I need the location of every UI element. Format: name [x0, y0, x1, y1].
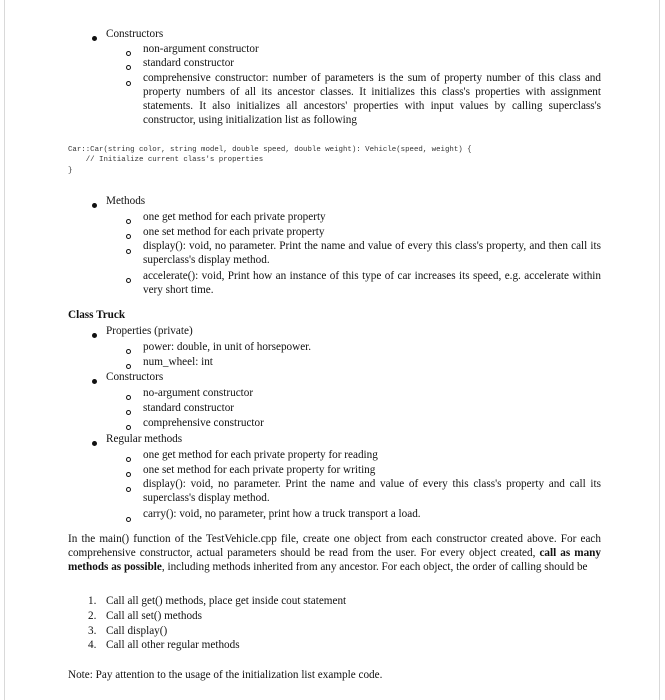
- note-text: Note: Pay attention to the usage of the initialization list example code.: [68, 669, 383, 681]
- circle-bullet-icon: [126, 512, 131, 526]
- instruction-text: , including methods inherited from any ancestor. For each object, the order of calling should be: [161, 561, 588, 573]
- circle-bullet-icon: [126, 60, 131, 74]
- step-number: 4.: [88, 639, 97, 651]
- properties-label: Properties (private): [106, 325, 193, 337]
- list-item: standard constructor: [143, 402, 235, 414]
- circle-bullet-icon: [126, 390, 131, 404]
- methods-label: Methods: [106, 195, 146, 207]
- step-item: Call all set() methods: [106, 610, 203, 622]
- list-item: comprehensive constructor: number of parameters is the sum of property number of this class and property numbers of all its ancestor classes. It initializes this class's properties with assignment statements. It also initializes all ancestors' properties with input values by calling superclass's constructor, using initialization list as following: [143, 72, 601, 126]
- bullet-icon: [92, 374, 97, 388]
- code-line: }: [68, 167, 73, 175]
- constructors-label: Constructors: [106, 371, 164, 383]
- code-line: // Initialize current class's properties: [68, 156, 264, 164]
- list-item: display(): void, no parameter. Print the name and value of every this class's property, and then call its superclass's display method.: [143, 240, 601, 266]
- bullet-icon: [92, 31, 97, 45]
- constructors-label: Constructors: [106, 28, 164, 40]
- list-item: comprehensive constructor: [143, 417, 264, 429]
- circle-bullet-icon: [126, 244, 131, 258]
- circle-bullet-icon: [126, 229, 131, 243]
- list-item: carry(): void, no parameter, print how a truck transport a load.: [143, 508, 421, 520]
- bullet-icon: [92, 436, 97, 450]
- list-item: accelerate(): void, Print how an instance of this type of car increases its speed, e.g. accelerate within very short time.: [143, 270, 601, 296]
- regular-methods-label: Regular methods: [106, 433, 183, 445]
- code-line: Car::Car(string color, string model, double speed, double weight): Vehicle(speed, weight) {: [68, 146, 472, 154]
- list-item: one get method for each private property for reading: [143, 449, 378, 461]
- circle-bullet-icon: [126, 273, 131, 287]
- list-item: one get method for each private property: [143, 211, 326, 223]
- list-item: one set method for each private property for writing: [143, 464, 376, 476]
- main-instructions-paragraph: [68, 532, 601, 574]
- page-border-left: [4, 0, 5, 700]
- bullet-icon: [92, 198, 97, 212]
- list-item: standard constructor: [143, 57, 235, 69]
- instruction-text: In the main() function of the TestVehicle.cpp file, create one object from each constructor created above. For each comprehensive constructor, actual parameters should be read from the user. For every object created,: [68, 533, 601, 559]
- list-item: no-argument constructor: [143, 387, 254, 399]
- circle-bullet-icon: [126, 482, 131, 496]
- circle-bullet-icon: [126, 452, 131, 466]
- list-item: power: double, in unit of horsepower.: [143, 341, 312, 353]
- bullet-icon: [92, 328, 97, 342]
- circle-bullet-icon: [126, 214, 131, 228]
- circle-bullet-icon: [126, 344, 131, 358]
- circle-bullet-icon: [126, 76, 131, 90]
- circle-bullet-icon: [126, 46, 131, 60]
- circle-bullet-icon: [126, 405, 131, 419]
- step-number: 2.: [88, 610, 97, 622]
- page-border-right: [659, 0, 660, 700]
- step-item: Call all other regular methods: [106, 639, 240, 651]
- list-item: non-argument constructor: [143, 43, 259, 55]
- list-item: num_wheel: int: [143, 356, 213, 368]
- step-number: 3.: [88, 625, 97, 637]
- section-heading: Class Truck: [68, 309, 126, 321]
- circle-bullet-icon: [126, 467, 131, 481]
- list-item: display(): void, no parameter. Print the name and value of every this class's property and call its superclass's display method.: [143, 478, 601, 504]
- instruction-emphasis: call as many methods as possible: [68, 547, 601, 573]
- list-item: one set method for each private property: [143, 226, 325, 238]
- step-item: Call all get() methods, place get inside cout statement: [106, 595, 347, 607]
- step-item: Call display(): [106, 625, 168, 637]
- step-number: 1.: [88, 595, 97, 607]
